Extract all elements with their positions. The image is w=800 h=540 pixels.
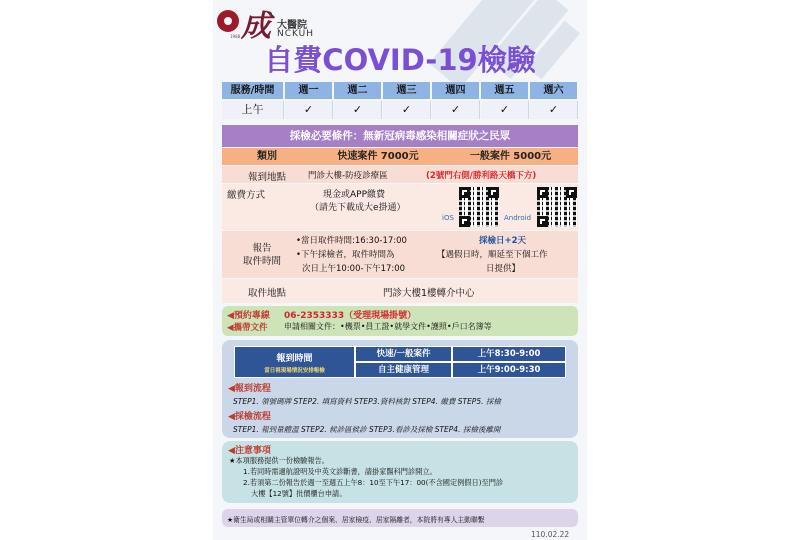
schedule-header: 週四 <box>432 82 480 99</box>
location-value: 門診大樓-防疫診療區 <box>308 171 388 181</box>
location-note: (2號門右側/勝利路天橋下方) <box>426 171 537 181</box>
checkin-type-1: 快速/一般案件 <box>355 346 452 362</box>
payment-method: 現金或APP繳費 <box>323 190 386 200</box>
check-icon: ✓ <box>383 101 431 119</box>
report-label-2: 取件時間 <box>242 256 281 267</box>
android-qr-code-icon[interactable] <box>537 187 577 227</box>
normal-case-price: 一般案件 5000元 <box>469 151 552 162</box>
location-label: 報到地點 <box>247 172 286 183</box>
schedule-header: 週六 <box>530 82 578 99</box>
sample-flow-title: ◀採檢流程 <box>228 412 271 422</box>
report-flow-steps: STEP1. 領號碼牌 STEP2. 填寫資料 STEP3.資料核對 STEP4. 繳費 STEP5. 採檢 <box>233 397 501 406</box>
report-same-day: •當日取件時間:16:30-17:00 <box>296 236 407 246</box>
schedule-header: 週一 <box>285 82 333 99</box>
note-item: ★本項服務提供一份檢驗報告。 <box>229 456 329 465</box>
checkin-label: 報到時間 <box>276 354 313 364</box>
note-item: 1.若同時需適航證明及中英文診斷書，請掛家醫科門診開立。 <box>243 467 437 476</box>
payment-app-note: （請先下載成大e掛通） <box>310 203 406 213</box>
schedule-header: 週二 <box>334 82 382 99</box>
pickup-label: 取件地點 <box>247 288 286 299</box>
logo-english: NCKUH <box>277 29 315 39</box>
checkin-sub: 當日視現場情況安排報檢 <box>264 368 325 374</box>
check-icon: ✓ <box>432 101 480 119</box>
report-holiday-note: 【遇假日時，順延至下個工作 <box>437 250 548 260</box>
logo-character: 成 <box>241 9 271 44</box>
documents-label: ◀攜帶文件 <box>227 323 268 333</box>
schedule-row-label: 上午 <box>222 101 284 119</box>
footer-note: ★衛生局或相關主管單位轉介之個案、居家檢疫、居家隔離者，本院將有專人主動聯繫 <box>227 516 485 524</box>
documents-value: 申請相關文件：•機票•員工證•就學文件•護照•戶口名簿等 <box>284 322 492 331</box>
ios-label: iOS <box>442 214 454 222</box>
report-afternoon: •下午採檢者，取件時間為 <box>296 250 395 260</box>
check-icon: ✓ <box>334 101 382 119</box>
schedule-header: 週五 <box>481 82 529 99</box>
fast-case-price: 快速案件 7000元 <box>337 151 419 162</box>
schedule-header: 週三 <box>383 82 431 99</box>
pickup-value: 門診大樓1樓轉介中心 <box>383 288 475 299</box>
schedule-header: 服務/時間 <box>222 82 284 99</box>
report-next-day: 次日上午10:00-下午17:00 <box>302 264 406 274</box>
booking-label: ◀預約專線 <box>227 311 270 321</box>
logo-name: 大醫院 <box>277 20 307 31</box>
condition-banner: 採檢必要條件：無新冠病毒感染相關症狀之民眾 <box>222 125 578 147</box>
ios-qr-code-icon[interactable] <box>459 187 499 227</box>
covid-test-poster <box>213 0 587 540</box>
check-icon: ✓ <box>530 101 578 119</box>
check-icon: ✓ <box>481 101 529 119</box>
logo-year: 1988 <box>230 34 241 39</box>
android-label: Android <box>504 214 532 222</box>
checkin-type-2: 自主健康管理 <box>355 362 452 378</box>
report-days: 採檢日+2天 <box>479 236 527 246</box>
note-item: 大樓【12號】批價櫃台申請。 <box>251 489 347 498</box>
category-label: 類別 <box>257 151 277 162</box>
checkin-time-header <box>234 346 355 378</box>
report-flow-title: ◀報到流程 <box>228 384 271 394</box>
checkin-time-1: 上午8:30-9:00 <box>452 346 566 362</box>
booking-phone: 06-2353333（受理現場掛號） <box>284 311 417 321</box>
sample-flow-steps: STEP1. 報到量體溫 STEP2. 候診區候診 STEP3.看診及採檢 STEP4. 採檢後離開 <box>233 425 501 434</box>
note-item: 2.若須第二份報告於週一至週五上午8：10至下午17：00(不含國定例假日)至門診 <box>243 478 504 487</box>
page-title: 自費COVID-19檢驗 <box>264 43 536 77</box>
checkin-time-2: 上午9:00-9:30 <box>452 362 566 378</box>
payment-label: 繳費方式 <box>227 190 266 201</box>
hospital-logo-icon <box>217 10 239 32</box>
check-icon: ✓ <box>285 101 333 119</box>
date-stamp: 110.02.22 <box>531 530 570 539</box>
report-label: 報告 <box>252 243 272 254</box>
report-holiday-note-2: 日提供】 <box>486 264 521 274</box>
notes-title: ◀注意事項 <box>228 446 271 456</box>
